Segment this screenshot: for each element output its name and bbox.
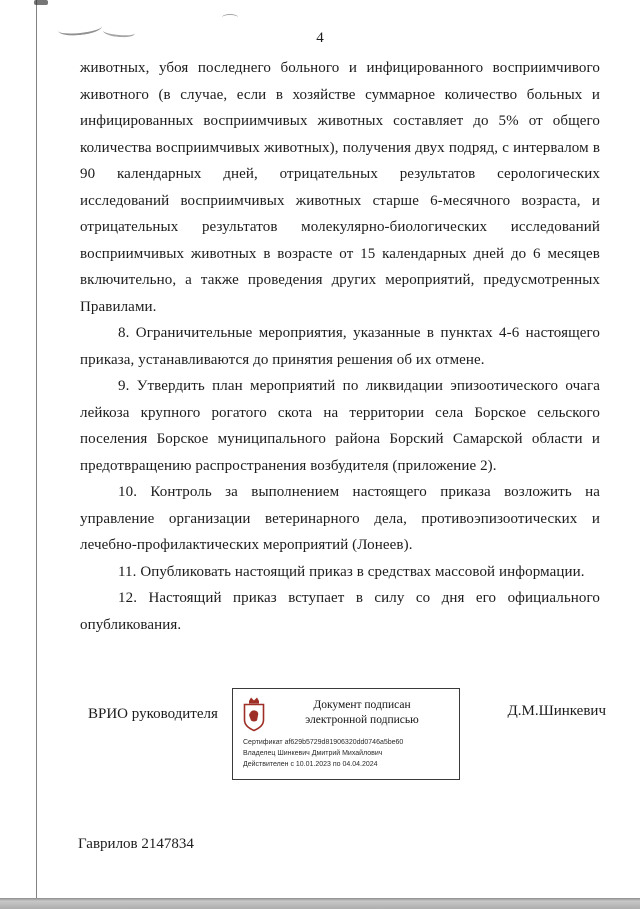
- signer-name: Д.М.Шинкевич: [507, 703, 606, 719]
- digital-signature-stamp: [232, 688, 460, 780]
- body-paragraph: животных, убоя последнего больного и инфицированного восприимчивого животного (в случае, если в хозяйстве суммарное количество больных и инфицированных восприимчивых животных составляет до 5% от общего количества восприимчивых животных), получения двух подряд, с интервалом в 90 календарных дней, отрицательных результатов серологических исследований восприимчивых животных старше 6-месячного возраста, и отрицательных результатов молекулярно-биологических исследований восприимчивых животных в возрасте от 15 календарных дней до 6 месяцев включительно, а также проведения других мероприятий, предусмотренных Правилами.: [80, 60, 600, 315]
- body-paragraph: 11. Опубликовать настоящий приказ в средствах массовой информации.: [118, 563, 585, 580]
- scan-artifact-bottom-edge: [0, 898, 640, 909]
- stamp-details: [243, 737, 451, 770]
- stamp-title: [273, 696, 451, 728]
- signer-position: ВРИО руководителя: [88, 706, 218, 722]
- executor-note: Гаврилов 2147834: [78, 836, 194, 852]
- coat-of-arms-icon: [241, 696, 267, 732]
- stamp-certificate: Сертификат af629b5729d81906320dd0746a5be60: [243, 739, 404, 746]
- body-paragraph: 9. Утвердить план мероприятий по ликвидации эпизоотического очага лейкоза крупного рогатого скота на территории села Борское сельского поселения Борское муниципального района Борский Самарской области и предотвращению распространения возбудителя (приложение 2).: [80, 378, 600, 474]
- stamp-title-line: электронной подписью: [305, 714, 419, 726]
- scan-smudge: [222, 14, 238, 21]
- scan-smudge: [34, 0, 48, 5]
- body-paragraph: 12. Настоящий приказ вступает в силу со дня его официального опубликования.: [80, 590, 600, 633]
- stamp-owner: Владелец Шинкевич Дмитрий Михайлович: [243, 750, 383, 757]
- stamp-header: [241, 696, 451, 732]
- stamp-validity: Действителен с 10.01.2023 по 04.04.2024: [243, 761, 378, 768]
- body-paragraph: 8. Ограничительные мероприятия, указанные в пунктах 4-6 настоящего приказа, устанавливаются до принятия решения об их отмене.: [80, 325, 600, 368]
- page-number: 4: [316, 30, 324, 46]
- stamp-title-line: Документ подписан: [313, 699, 411, 711]
- document-body: [80, 55, 600, 638]
- body-paragraph: 10. Контроль за выполнением настоящего приказа возложить на управление организации ветеринарного дела, противоэпизоотических и лечебно-профилактических мероприятий (Лонеев).: [80, 484, 600, 553]
- scan-artifact-left-line: [36, 0, 37, 898]
